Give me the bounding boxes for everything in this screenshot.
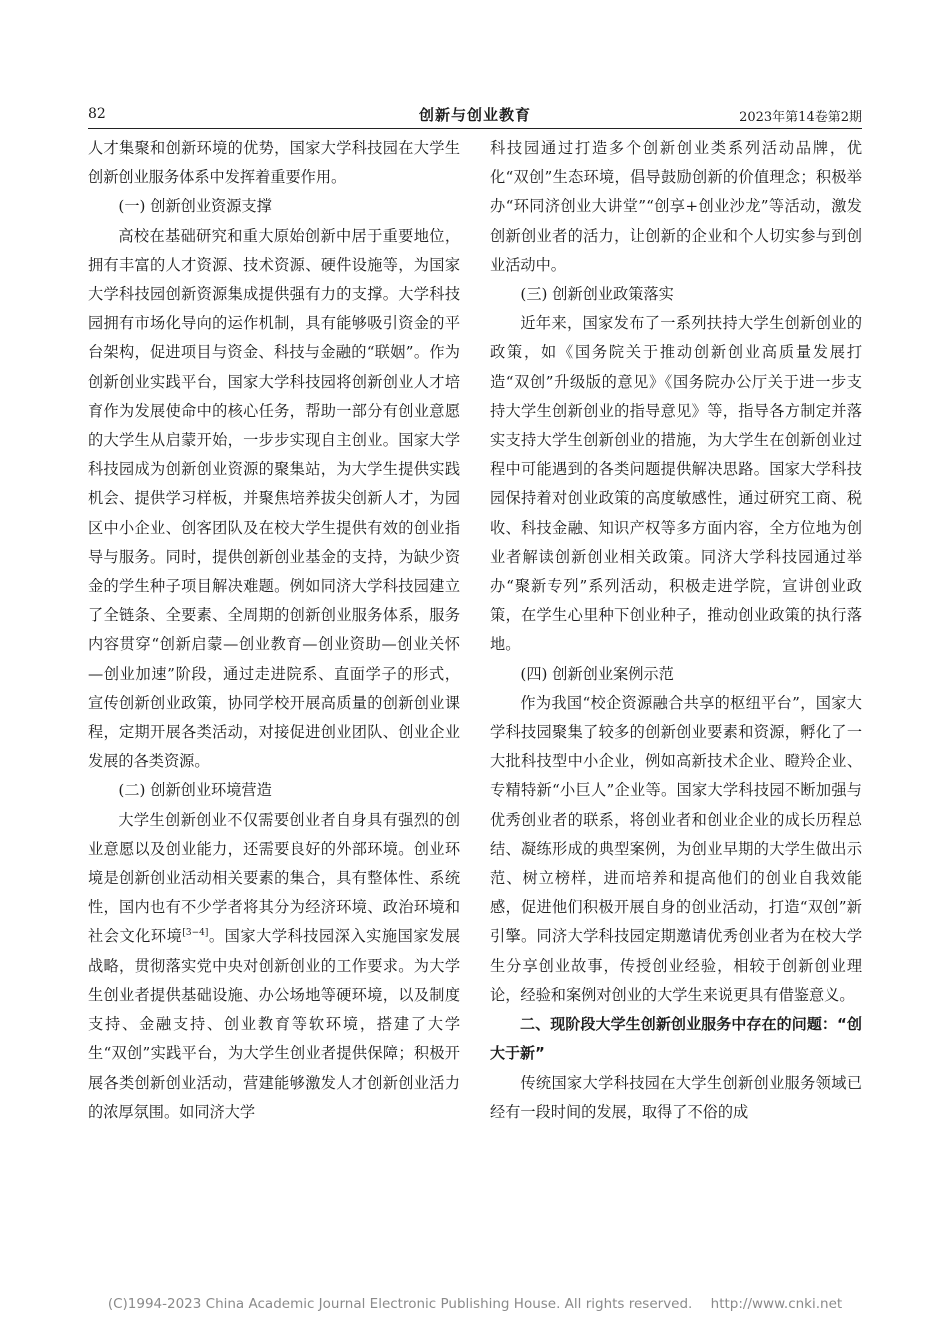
cnki-url[interactable]: http://www.cnki.net [710,1296,843,1312]
copyright-footer [0,1296,950,1312]
section-heading-4: (四) 创新创业案例示范 [520,664,674,683]
paragraph-with-citation [88,806,460,1127]
paragraph-text: 大学生创新创业不仅需要创业者自身具有强烈的创业意愿以及创业能力，还需要良好的外部环境。创业环境是创新创业活动相关要素的集合，具有整体性、系统性，国内也有不少学者将其分为经济环境、政治环境和社会文化环境 [88,810,460,946]
left-column [88,134,460,1127]
section-heading-3: (三) 创新创业政策落实 [520,285,674,304]
header-rule [88,128,862,129]
right-column [490,134,862,1127]
paragraph: 传统国家大学科技园在大学生创新创业服务领域已经有一段时间的发展，取得了不俗的成 [490,1073,862,1121]
copyright-text: (C)1994-2023 China Academic Journal Electronic Publishing House. All rights reserved. [107,1296,693,1312]
paragraph: 人才集聚和创新环境的优势，国家大学科技园在大学生创新创业服务体系中发挥着重要作用。 [88,139,460,187]
section-heading-1: (一) 创新创业资源支撑 [118,197,272,216]
paragraph: 近年来，国家发布了一系列扶持大学生创新创业的政策，如《国务院关于推动创新创业高质量发展打造“双创”升级版的意见》《国务院办公厅关于进一步支持大学生创新创业的指导意见》等，指导各方制定并落实支持大学生创新创业的措施，为大学生在创新创业过程中可能遇到的各类问题提供解决思路。国家大学科技园保持着对创业政策的高度敏感性，通过研究工商、税收、科技金融、知识产权等多方面内容，全方位地为创业者解读创新创业相关政策。同济大学科技园通过举办“聚新专列”系列活动，积极走进学院，宣讲创业政策，在学生心里种下创业种子，推动创业政策的执行落地。 [490,314,862,654]
journal-title: 创新与创业教育 [418,106,531,124]
citation-ref[interactable]: [3−4] [182,928,209,939]
issue-info: 2023年第14卷第2期 [739,110,862,125]
paragraph: 作为我国“校企资源融合共享的枢纽平台”，国家大学科技园聚集了较多的创新创业要素和资源，孵化了一大批科技型中小企业，例如高新技术企业、瞪羚企业、专精特新“小巨人”企业等。国家大学科技园不断加强与优秀创业者的联系，将创业者和创业企业的成长历程总结、凝练形成的典型案例，为创业早期的大学生做出示范、树立榜样，进而培养和提高他们的创业自我效能感，促进他们积极开展自身的创业活动，打造“双创”新引擎。同济大学科技园定期邀请优秀创业者为在校大学生分享创业故事，传授创业经验，相较于创新创业理论，经验和案例对创业的大学生来说更具有借鉴意义。 [490,693,862,1004]
section-heading-2: (二) 创新创业环境营造 [118,781,272,800]
paragraph-text: 。国家大学科技园深入实施国家发展战略，贯彻落实党中央对创新创业的工作要求。为大学生创业者提供基础设施、办公场地等硬环境，以及制度支持、金融支持、创业教育等软环境，搭建了大学生“双创”实践平台，为大学生创业者提供保障；积极开展各类创新创业活动，营建能够激发人才创新创业活力的浓厚氛围。如同济大学 [88,927,460,1121]
paragraph: 高校在基础研究和重大原始创新中居于重要地位，拥有丰富的人才资源、技术资源、硬件设施等，为国家大学科技园创新资源集成提供强有力的支撑。大学科技园拥有市场化导向的运作机制，具有能够吸引资金的平台架构，促进项目与资金、科技与金融的“联姻”。作为创新创业实践平台，国家大学科技园将创新创业人才培育作为发展使命中的核心任务，帮助一部分有创业意愿的大学生从启蒙开始，一步步实现自主创业。国家大学科技园成为创新创业资源的聚集站，为大学生提供实践机会、提供学习样板，并聚焦培养拔尖创新人才，为园区中小企业、创客团队及在校大学生提供有效的创业指导与服务。同时，提供创新创业基金的支持，为缺少资金的学生种子项目解决难题。例如同济大学科技园建立了全链条、全要素、全周期的创新创业服务体系，服务内容贯穿“创新启蒙—创业教育—创业资助—创业关怀—创业加速”阶段，通过走进院系、直面学子的形式，宣传创新创业政策，协同学校开展高质量的创新创业课程，定期开展各类活动，对接促进创业团队、创业企业发展的各类资源。 [88,226,460,771]
page-number: 82 [88,106,106,122]
page-header [88,104,862,126]
main-section-heading: 二、现阶段大学生创新创业服务中存在的问题：“创大于新” [490,1015,862,1063]
paragraph: 科技园通过打造多个创新创业类系列活动品牌，优化“双创”生态环境，倡导鼓励创新的价值理念；积极举办“环同济创业大讲堂”“创享+创业沙龙”等活动，激发创新创业者的活力，让创新的企业和个人切实参与到创业活动中。 [490,139,862,274]
